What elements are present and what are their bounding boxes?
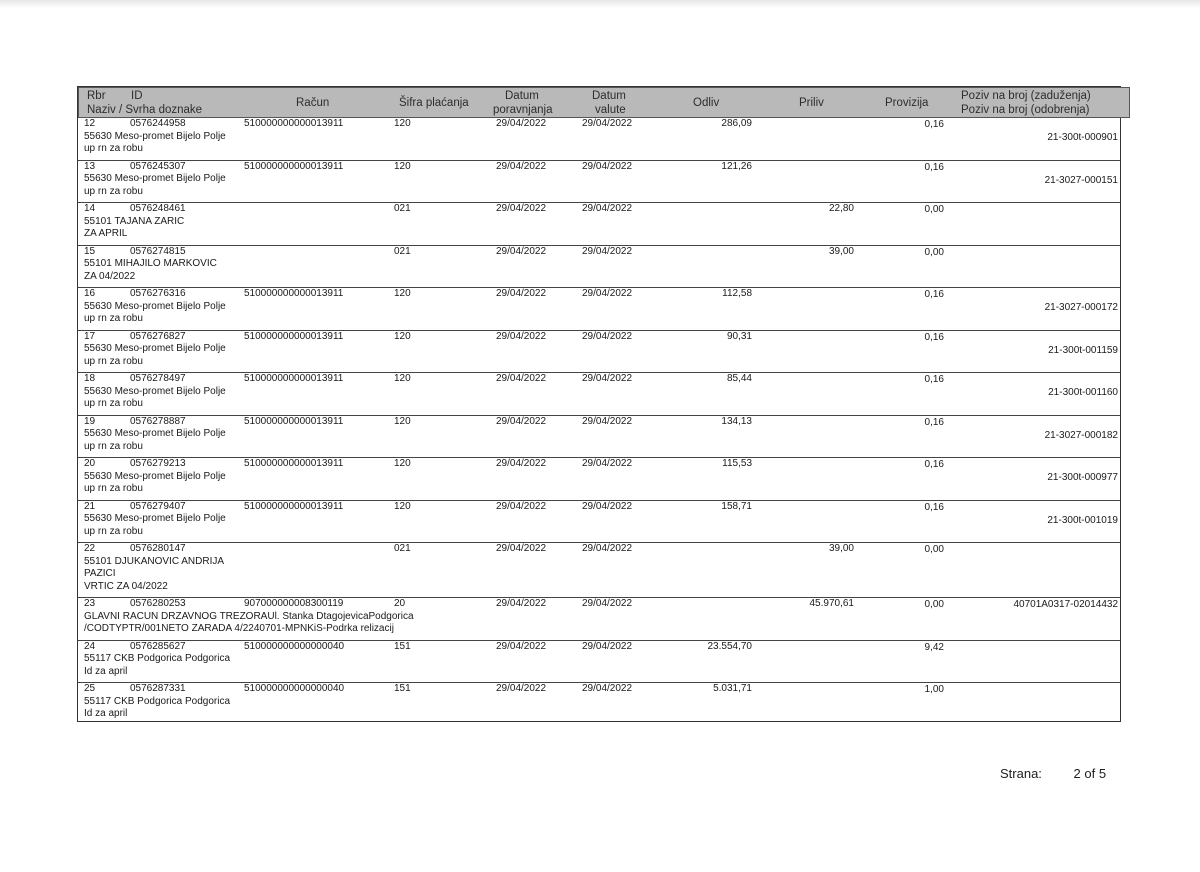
cell-naziv-line: 55630 Meso-promet Bijelo Polje — [84, 428, 226, 439]
cell-naziv-line: ZA 04/2022 — [84, 270, 136, 282]
page-label: Strana: — [1000, 766, 1042, 781]
cell-provizija: 0,16 — [924, 289, 944, 300]
cell-naziv-line: PAZICI — [84, 568, 116, 579]
cell-datum-valute: 29/04/2022 — [582, 640, 633, 652]
cell-datum-valute: 29/04/2022 — [582, 160, 633, 172]
table-row — [78, 288, 1120, 331]
cell-id: 0576280253 — [130, 598, 186, 609]
cell-datum-valute: 29/04/2022 — [582, 500, 633, 512]
col-rbr: Rbr — [87, 90, 106, 102]
cell-provizija: 1,00 — [924, 684, 944, 695]
cell-sifra: 120 — [394, 288, 411, 299]
cell-racun: 510000000000013911 — [244, 458, 344, 469]
cell-id: 0576245307 — [130, 160, 186, 172]
cell-naziv-line: /CODTYPTR/001NETO ZARADA 4/2240701-MPNKiS-Podrka relizacij — [84, 623, 394, 634]
table-row — [78, 331, 1120, 374]
table-row — [78, 501, 1120, 544]
cell-racun: 510000000000013911 — [244, 118, 344, 129]
cell-sifra: 120 — [394, 373, 411, 384]
cell-rbr: 25 — [84, 683, 96, 694]
table-row — [78, 161, 1120, 204]
cell-rbr: 17 — [84, 330, 96, 342]
cell-poziv: 21-300t-000977 — [1047, 472, 1118, 483]
cell-naziv-line: up rn za robu — [84, 185, 143, 197]
cell-datum-poravnjanja: 29/04/2022 — [496, 415, 547, 427]
cell-poziv: 21-300t-001160 — [1048, 387, 1118, 398]
cell-datum-poravnjanja: 29/04/2022 — [496, 500, 547, 512]
cell-naziv-line: ZA APRIL — [84, 228, 128, 239]
cell-racun: 510000000000013911 — [244, 330, 344, 342]
cell-datum-poravnjanja: 29/04/2022 — [496, 373, 547, 384]
cell-id: 0576285627 — [130, 640, 186, 652]
cell-sifra: 021 — [394, 245, 411, 257]
cell-priliv: 45.970,61 — [809, 598, 854, 609]
cell-provizija: 0,00 — [924, 544, 944, 555]
cell-datum-valute: 29/04/2022 — [582, 288, 633, 299]
cell-rbr: 12 — [84, 118, 96, 129]
cell-naziv-line: up rn za robu — [84, 440, 143, 452]
cell-rbr: 22 — [84, 543, 96, 554]
cell-rbr: 24 — [84, 640, 96, 652]
table-row — [78, 118, 1120, 161]
cell-id: 0576276316 — [130, 288, 186, 299]
table-row — [78, 203, 1120, 246]
table-row — [78, 416, 1120, 459]
col-poziv-odobrenja: Poziv na broj (odobrenja) — [961, 104, 1090, 116]
cell-sifra: 021 — [394, 543, 411, 554]
cell-naziv-line: 55630 Meso-promet Bijelo Polje — [84, 470, 226, 482]
cell-naziv-line: Id za april — [84, 665, 128, 677]
cell-naziv-line: 55101 TAJANA ZARIC — [84, 215, 185, 227]
cell-datum-poravnjanja: 29/04/2022 — [496, 640, 547, 652]
col-id: ID — [131, 90, 143, 102]
cell-racun: 510000000000013911 — [244, 415, 344, 427]
cell-datum-valute: 29/04/2022 — [582, 118, 633, 129]
cell-datum-valute: 29/04/2022 — [582, 330, 633, 342]
cell-poziv: 21-3027-000151 — [1044, 174, 1118, 186]
cell-naziv-line: 55630 Meso-promet Bijelo Polje — [84, 300, 226, 312]
cell-datum-poravnjanja: 29/04/2022 — [496, 245, 547, 257]
cell-id: 0576244958 — [130, 118, 186, 129]
col-poziv-zaduzenja: Poziv na broj (zaduženja) — [961, 90, 1091, 102]
cell-sifra: 20 — [394, 598, 406, 609]
cell-provizija: 0,16 — [924, 501, 944, 513]
cell-id: 0576278497 — [130, 373, 186, 384]
cell-rbr: 14 — [84, 203, 96, 214]
cell-naziv-line: 55630 Meso-promet Bijelo Polje — [84, 385, 226, 397]
cell-odliv: 115,53 — [722, 458, 752, 469]
cell-priliv: 22,80 — [828, 203, 854, 214]
cell-naziv-line: VRTIC ZA 04/2022 — [84, 580, 168, 592]
cell-id: 0576248461 — [130, 203, 186, 214]
cell-odliv: 5.031,71 — [713, 683, 752, 694]
cell-datum-poravnjanja: 29/04/2022 — [496, 683, 547, 694]
cell-priliv: 39,00 — [828, 543, 854, 554]
cell-odliv: 286,09 — [721, 118, 752, 129]
cell-id: 0576274815 — [130, 245, 186, 257]
col-sifra: Šifra plaćanja — [399, 97, 469, 109]
table-row — [78, 598, 1120, 641]
cell-datum-poravnjanja: 29/04/2022 — [496, 458, 547, 469]
col-racun: Račun — [296, 97, 330, 109]
table-row — [78, 543, 1120, 598]
cell-poziv: 21-300t-001019 — [1047, 514, 1118, 526]
cell-provizija: 0,16 — [924, 161, 944, 173]
cell-datum-poravnjanja: 29/04/2022 — [496, 330, 547, 342]
cell-rbr: 15 — [84, 245, 96, 257]
cell-id: 0576278887 — [130, 415, 186, 427]
cell-provizija: 0,16 — [924, 459, 944, 470]
cell-naziv-line: up rn za robu — [84, 143, 143, 154]
cell-sifra: 120 — [394, 500, 411, 512]
cell-naziv-line: up rn za robu — [84, 313, 143, 324]
cell-odliv: 134,13 — [721, 415, 752, 427]
cell-naziv-line: GLAVNI RACUN DRZAVNOG TREZORAUl. Stanka DtagojevicaPodgorica — [84, 610, 414, 622]
cell-datum-valute: 29/04/2022 — [582, 543, 633, 554]
cell-provizija: 0,16 — [924, 119, 944, 130]
cell-rbr: 13 — [84, 160, 96, 172]
cell-poziv: 21-3027-000172 — [1044, 302, 1118, 313]
col-priliv: Priliv — [799, 97, 824, 109]
cell-id: 0576287331 — [130, 683, 186, 694]
table-header — [78, 87, 1130, 118]
transactions-table — [77, 86, 1121, 722]
cell-naziv-line: 55101 DJUKANOVIC ANDRIJA — [84, 555, 225, 567]
col-datum-valute-2: valute — [595, 104, 626, 116]
cell-naziv-line: Id za april — [84, 708, 128, 719]
cell-id: 0576280147 — [130, 543, 186, 554]
table-row — [78, 641, 1120, 684]
cell-rbr: 21 — [84, 500, 96, 512]
table-row — [78, 246, 1120, 289]
cell-sifra: 120 — [394, 415, 411, 427]
cell-poziv: 21-300t-001159 — [1048, 344, 1118, 356]
cell-sifra: 120 — [394, 118, 411, 129]
cell-naziv-line: up rn za robu — [84, 483, 143, 494]
cell-rbr: 18 — [84, 373, 96, 384]
cell-rbr: 20 — [84, 458, 96, 469]
cell-rbr: 16 — [84, 288, 96, 299]
cell-naziv-line: 55630 Meso-promet Bijelo Polje — [84, 130, 226, 142]
cell-datum-poravnjanja: 29/04/2022 — [496, 288, 547, 299]
cell-provizija: 0,16 — [924, 331, 944, 343]
cell-naziv-line: 55117 CKB Podgorica Podgorica — [84, 695, 231, 707]
cell-datum-poravnjanja: 29/04/2022 — [496, 118, 547, 129]
col-datum-valute-1: Datum — [592, 90, 626, 102]
cell-datum-valute: 29/04/2022 — [582, 415, 633, 427]
col-provizija: Provizija — [885, 97, 929, 109]
cell-odliv: 121,26 — [721, 160, 752, 172]
cell-provizija: 0,16 — [924, 374, 944, 385]
cell-provizija: 9,42 — [924, 641, 944, 653]
cell-naziv-line: 55117 CKB Podgorica Podgorica — [84, 653, 231, 664]
cell-rbr: 23 — [84, 598, 96, 609]
cell-datum-valute: 29/04/2022 — [582, 245, 633, 257]
cell-sifra: 021 — [394, 203, 411, 214]
cell-datum-valute: 29/04/2022 — [582, 373, 633, 384]
cell-odliv: 85,44 — [726, 373, 752, 384]
cell-naziv-line: up rn za robu — [84, 525, 143, 537]
cell-provizija: 0,00 — [924, 204, 944, 215]
scan-artifact — [0, 0, 1200, 8]
cell-datum-valute: 29/04/2022 — [582, 598, 633, 609]
cell-datum-poravnjanja: 29/04/2022 — [496, 543, 547, 554]
cell-racun: 510000000000013911 — [244, 500, 344, 512]
cell-racun: 510000000000000040 — [244, 640, 345, 652]
cell-provizija: 0,16 — [924, 416, 944, 428]
col-datum-poravnjanja-2: poravnjanja — [493, 104, 553, 116]
table-row — [78, 458, 1120, 501]
col-datum-poravnjanja-1: Datum — [505, 90, 539, 102]
cell-datum-valute: 29/04/2022 — [582, 203, 633, 214]
cell-racun: 907000000008300119 — [244, 598, 344, 609]
cell-odliv: 158,71 — [721, 500, 752, 512]
cell-naziv-line: up rn za robu — [84, 398, 143, 409]
cell-odliv: 90,31 — [726, 330, 752, 342]
cell-provizija: 0,00 — [924, 599, 944, 610]
cell-poziv: 21-3027-000182 — [1044, 429, 1118, 441]
cell-naziv-line: 55630 Meso-promet Bijelo Polje — [84, 173, 226, 184]
cell-racun: 510000000000013911 — [244, 288, 344, 299]
cell-naziv-line: 55630 Meso-promet Bijelo Polje — [84, 343, 226, 354]
col-odliv: Odliv — [693, 97, 720, 109]
cell-rbr: 19 — [84, 415, 96, 427]
table-body — [78, 118, 1120, 725]
cell-racun: 510000000000013911 — [244, 160, 344, 172]
cell-sifra: 151 — [394, 640, 411, 652]
cell-datum-poravnjanja: 29/04/2022 — [496, 598, 547, 609]
cell-sifra: 151 — [394, 683, 411, 694]
cell-datum-valute: 29/04/2022 — [582, 458, 633, 469]
table-row — [78, 373, 1120, 416]
page-number: 2 of 5 — [1073, 766, 1107, 781]
cell-id: 0576276827 — [130, 330, 186, 342]
cell-racun: 510000000000000040 — [244, 683, 345, 694]
page-indicator — [1000, 766, 1106, 781]
cell-datum-valute: 29/04/2022 — [582, 683, 633, 694]
cell-sifra: 120 — [394, 458, 411, 469]
cell-naziv-line: 55101 MIHAJILO MARKOVIC — [84, 258, 217, 269]
cell-sifra: 120 — [394, 330, 411, 342]
cell-datum-poravnjanja: 29/04/2022 — [496, 203, 547, 214]
cell-poziv: 40701A0317-02014432 — [1013, 599, 1118, 610]
cell-provizija: 0,00 — [924, 246, 944, 258]
table-row — [78, 683, 1120, 725]
cell-poziv: 21-300t-000901 — [1047, 132, 1118, 143]
cell-id: 0576279213 — [130, 458, 186, 469]
cell-sifra: 120 — [394, 160, 411, 172]
cell-racun: 510000000000013911 — [244, 373, 344, 384]
cell-id: 0576279407 — [130, 500, 186, 512]
col-naziv: Naziv / Svrha doznake — [87, 104, 203, 116]
cell-datum-poravnjanja: 29/04/2022 — [496, 160, 547, 172]
cell-odliv: 112,58 — [722, 288, 752, 299]
cell-naziv-line: up rn za robu — [84, 355, 143, 367]
cell-priliv: 39,00 — [828, 245, 854, 257]
cell-naziv-line: 55630 Meso-promet Bijelo Polje — [84, 513, 226, 524]
cell-odliv: 23.554,70 — [707, 640, 752, 652]
